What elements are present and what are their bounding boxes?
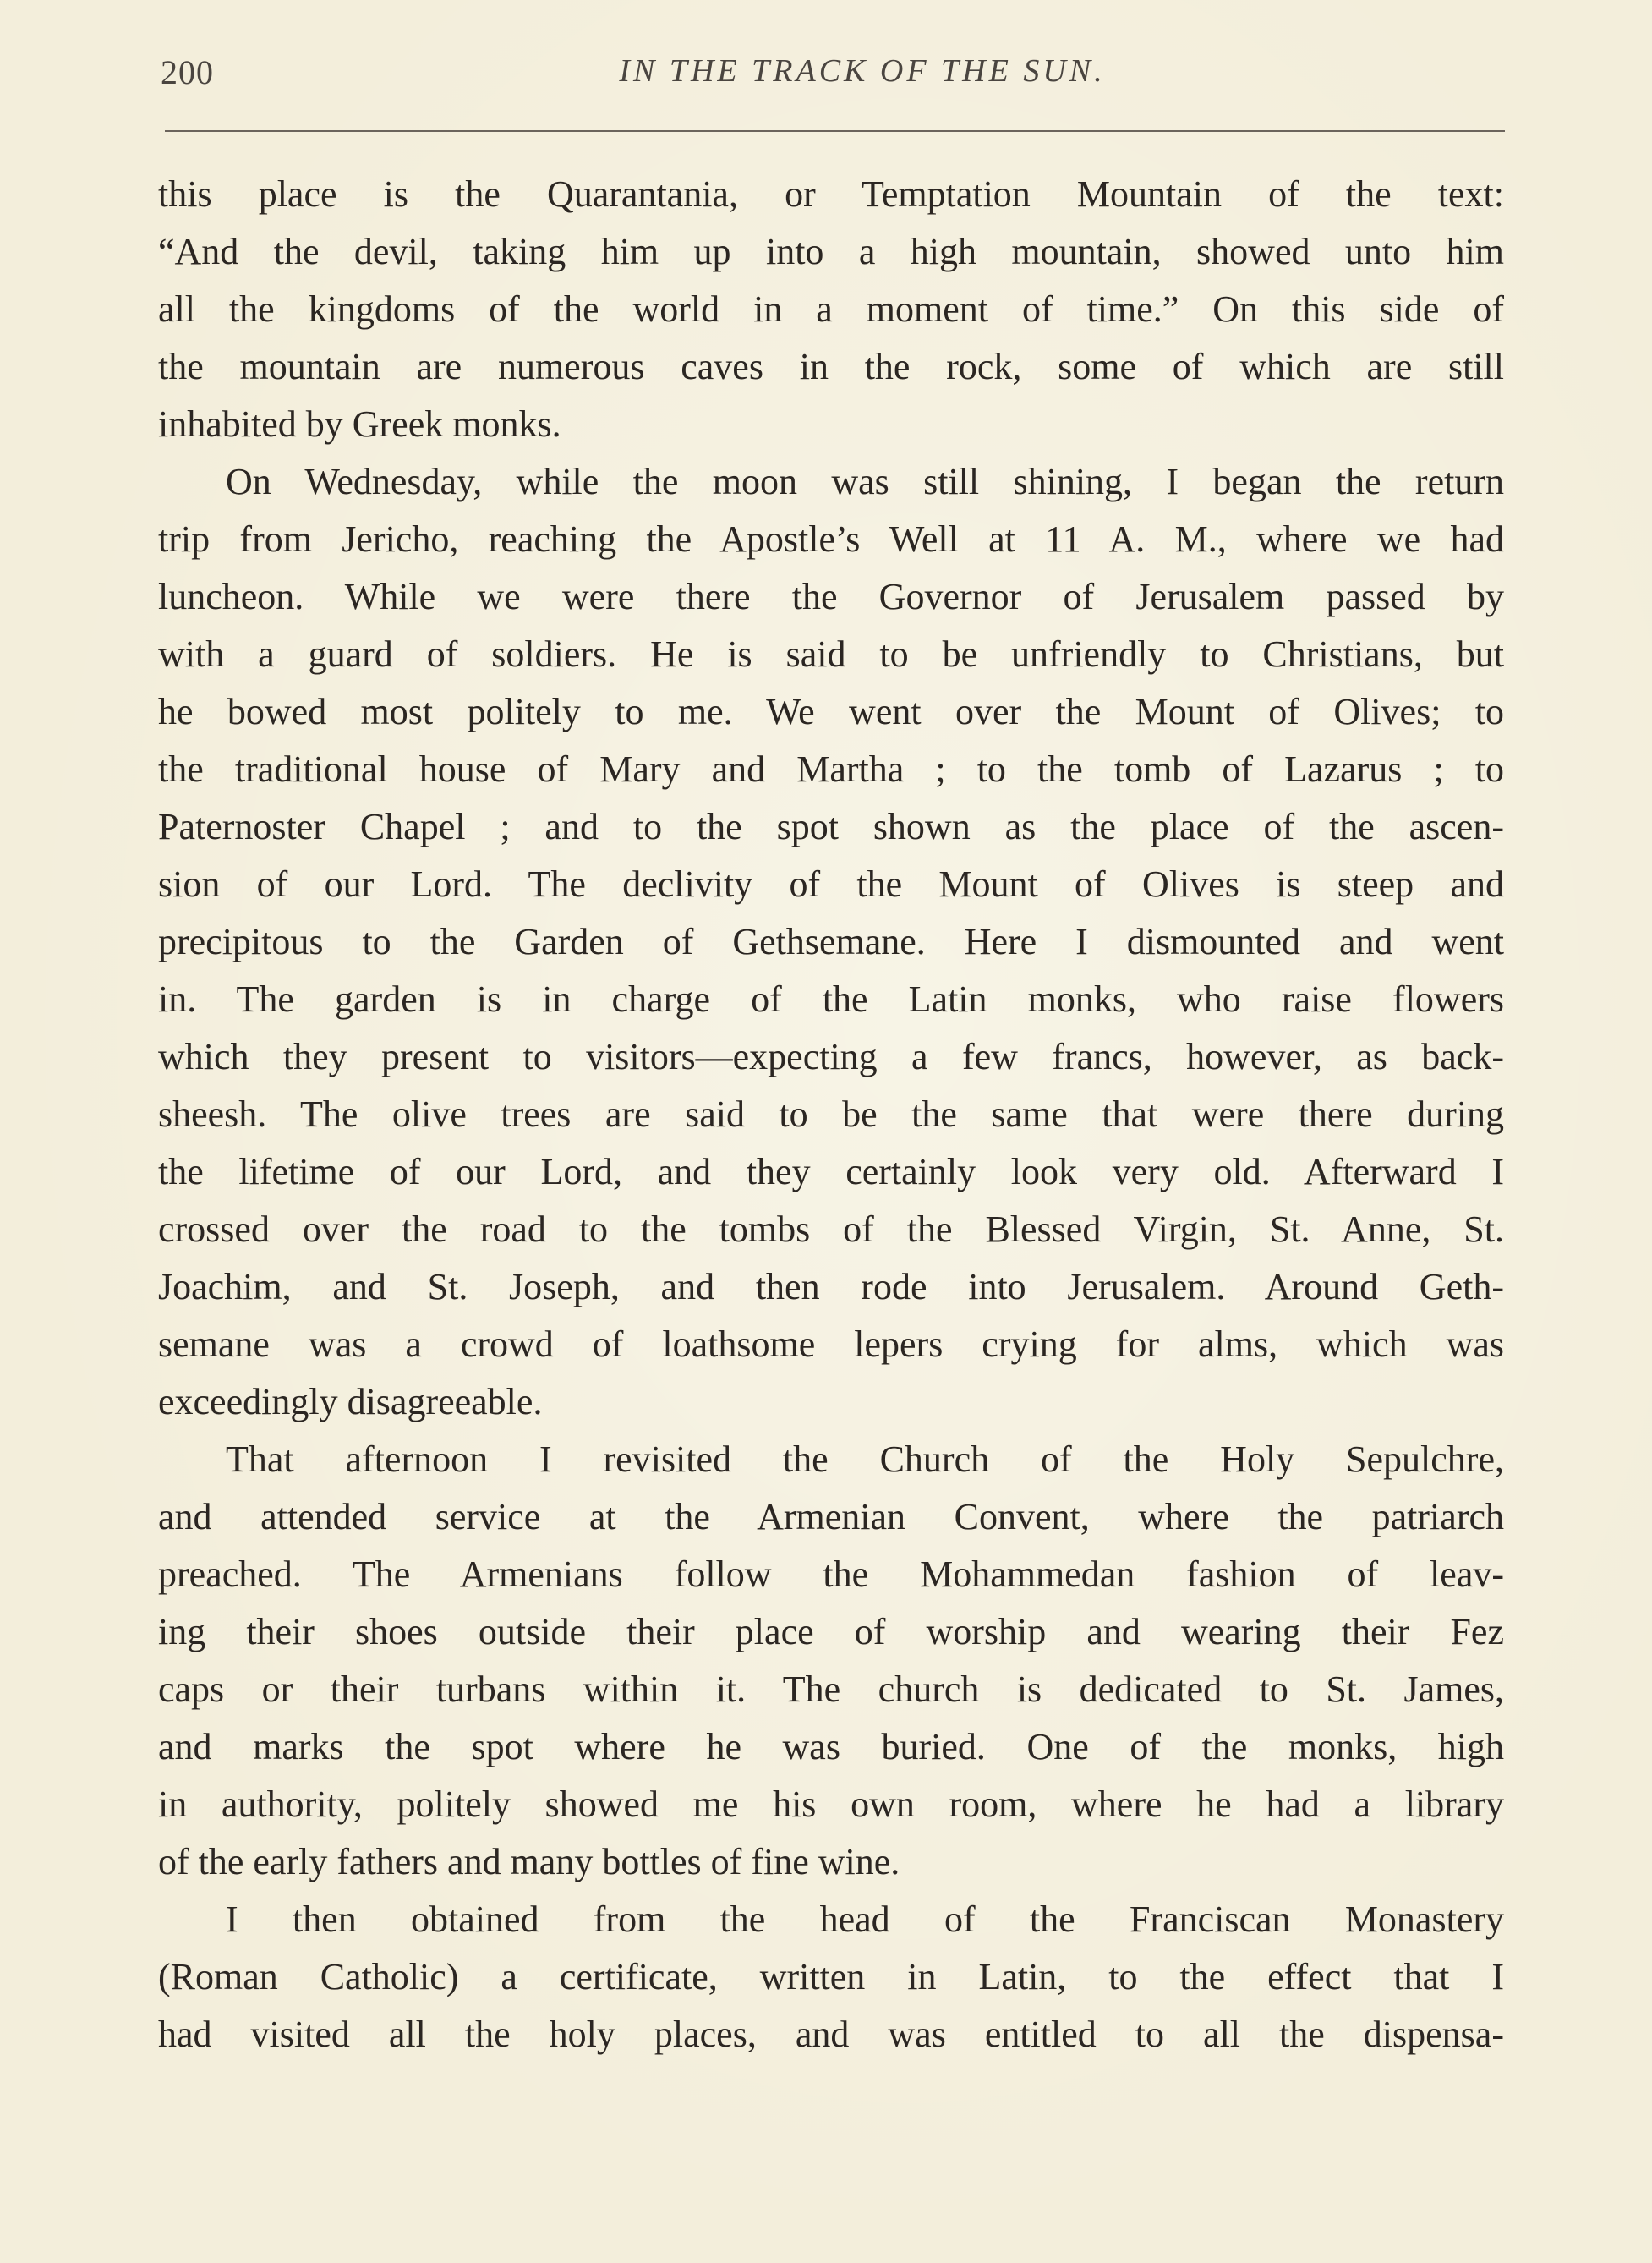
page-number: 200 — [161, 53, 214, 91]
text-line: On Wednesday, while the moon was still shining, I began the return — [226, 461, 1504, 502]
text-line: sheesh. The olive trees are said to be the same that were there during — [158, 1093, 1504, 1135]
text-line: of the early fathers and many bottles of fine wine. — [158, 1841, 900, 1882]
text-line: all the kingdoms of the world in a moment of time.” On this side of — [158, 288, 1504, 330]
text-line: ing their shoes outside their place of worship and wearing their Fez — [158, 1611, 1504, 1652]
text-line: luncheon. While we were there the Governor of Jerusalem passed by — [158, 576, 1504, 617]
text-line: the mountain are numerous caves in the rock, some of which are still — [158, 346, 1504, 387]
text-line: with a guard of soldiers. He is said to be unfriendly to Christians, but — [158, 633, 1504, 675]
text-line: exceedingly disagreeable. — [158, 1381, 543, 1422]
text-line: sion of our Lord. The declivity of the Mount of Olives is steep and — [158, 863, 1504, 905]
text-line: Paternoster Chapel ; and to the spot shown as the place of the ascen- — [158, 806, 1504, 847]
header-rule — [165, 130, 1505, 132]
text-line: and attended service at the Armenian Convent, where the patriarch — [158, 1496, 1504, 1537]
text-line: in authority, politely showed me his own room, where he had a library — [158, 1784, 1504, 1825]
text-line: the lifetime of our Lord, and they certainly look very old. Afterward I — [158, 1151, 1504, 1192]
text-line: and marks the spot where he was buried. One of the monks, high — [158, 1726, 1504, 1767]
text-line: inhabited by Greek monks. — [158, 403, 561, 445]
text-line: in. The garden is in charge of the Latin monks, who raise flowers — [158, 978, 1504, 1020]
text-line: caps or their turbans within it. The church is dedicated to St. James, — [158, 1668, 1504, 1710]
text-line: I then obtained from the head of the Franciscan Monastery — [226, 1899, 1504, 1940]
text-line: “And the devil, taking him up into a high mountain, showed unto him — [158, 231, 1504, 272]
text-line: had visited all the holy places, and was entitled to all the dispensa- — [158, 2014, 1504, 2055]
text-line: crossed over the road to the tombs of the Blessed Virgin, St. Anne, St. — [158, 1208, 1504, 1250]
text-line: (Roman Catholic) a certificate, written in Latin, to the effect that I — [158, 1956, 1504, 1997]
text-line: the traditional house of Mary and Martha ; to the tomb of Lazarus ; to — [158, 748, 1504, 790]
text-line: That afternoon I revisited the Church of the Holy Sepulchre, — [226, 1438, 1504, 1480]
text-line: Joachim, and St. Joseph, and then rode into Jerusalem. Around Geth- — [158, 1266, 1504, 1307]
text-line: preached. The Armenians follow the Mohammedan fashion of leav- — [158, 1553, 1504, 1595]
text-line: precipitous to the Garden of Gethsemane. Here I dismounted and went — [158, 921, 1504, 962]
text-line: trip from Jericho, reaching the Apostle’s Well at 11 A. M., where we had — [158, 518, 1504, 560]
text-line: which they present to visitors—expecting a few francs, however, as back- — [158, 1036, 1504, 1077]
running-head — [161, 52, 1505, 103]
text-line: he bowed most politely to me. We went over the Mount of Olives; to — [158, 691, 1504, 732]
running-title: IN THE TRACK OF THE SUN. — [619, 53, 1106, 89]
body-text — [158, 166, 1504, 2063]
text-line: semane was a crowd of loathsome lepers crying for alms, which was — [158, 1323, 1504, 1365]
text-line: this place is the Quarantania, or Temptation Mountain of the text: — [158, 173, 1504, 215]
